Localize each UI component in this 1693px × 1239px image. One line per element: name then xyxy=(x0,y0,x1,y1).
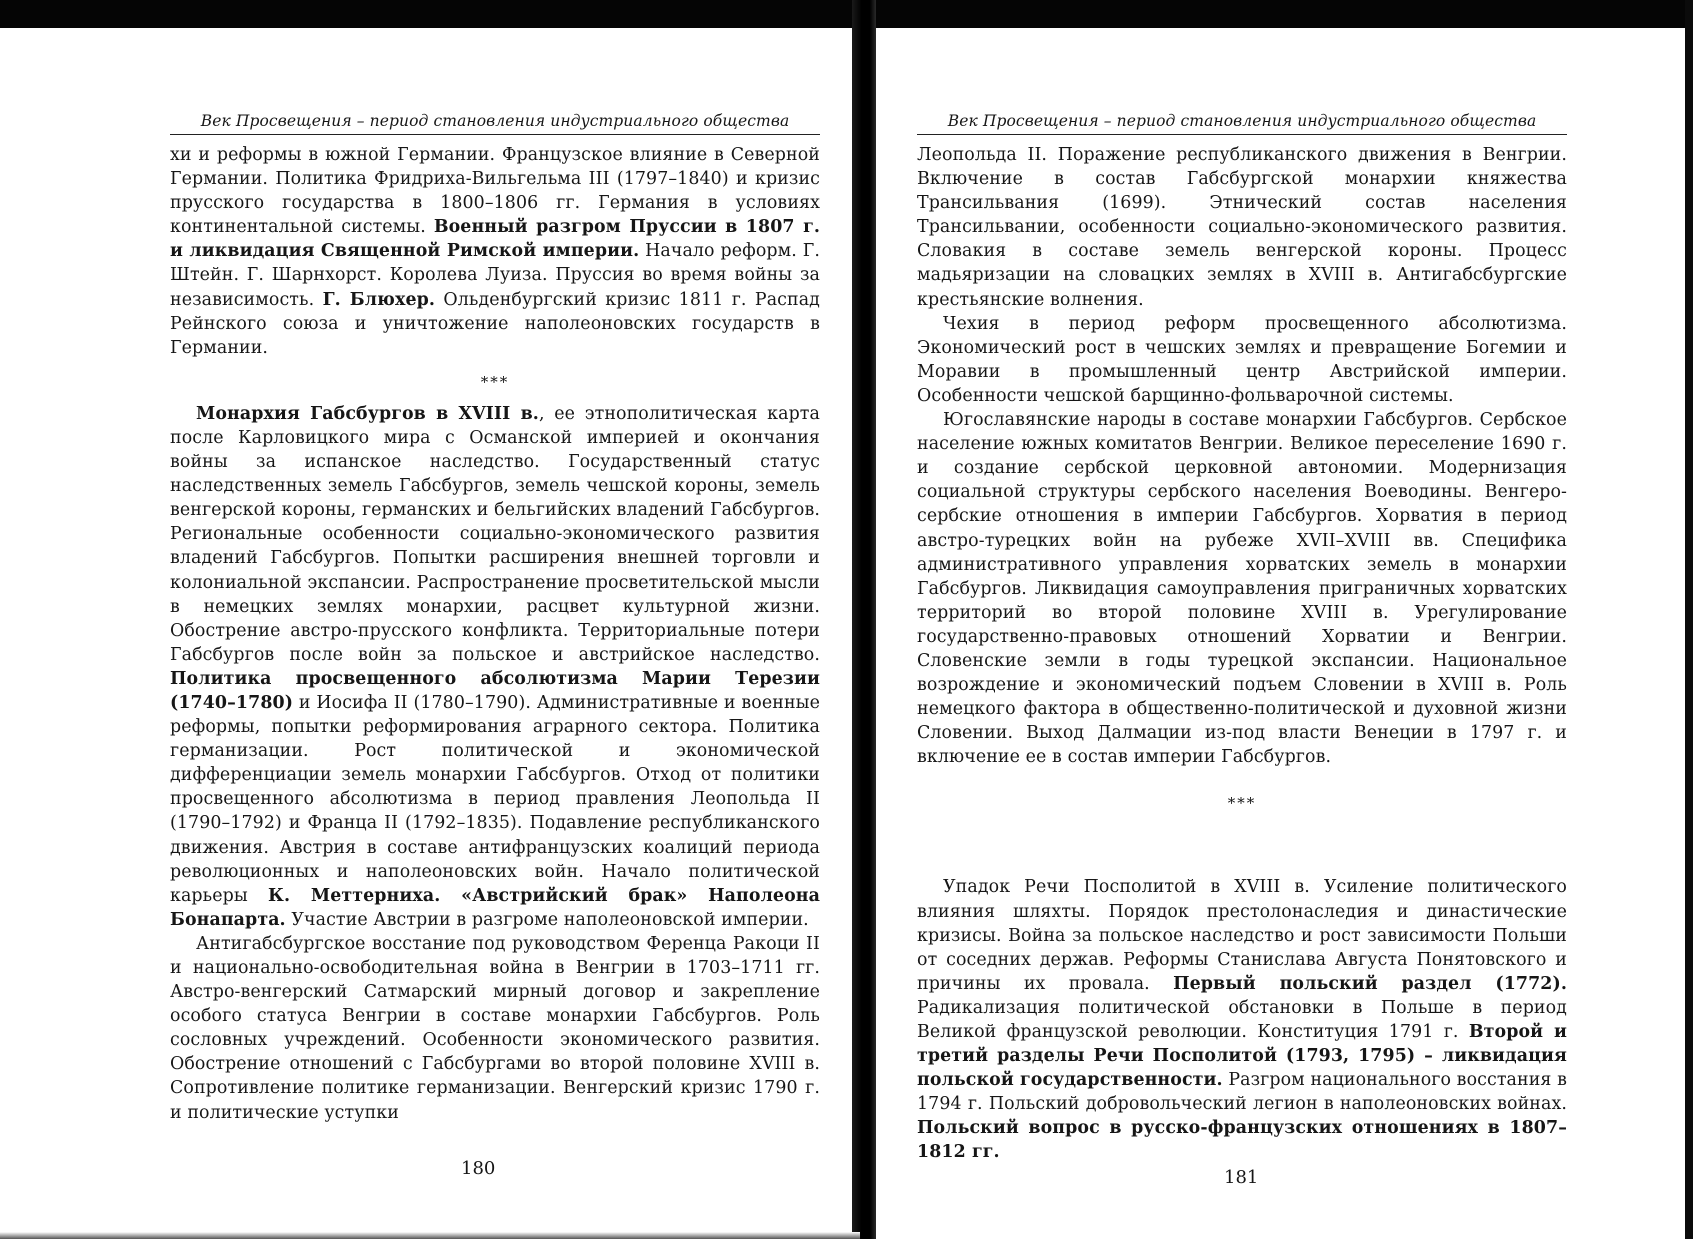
bold-run: К. Меттерниха. «Австрийский брак» Наполеона Бонапарта. xyxy=(170,885,820,930)
paragraph xyxy=(170,143,820,360)
text-run: и Иосифа II (1780–1790). Административные и военные реформы, попытки реформирования аграрного сектора. Политика германизации. Рост политической и экономической дифференциации земель монархии Габсбургов. Отход от политики просвещенного абсолютизма в период правления Леопольда II (1790–1792) и Франца II (1792–1835). Подавление республиканского движения. Австрия в составе антифранцузских коалиций периода революционных и наполеоновских войн. Начало политической карьеры xyxy=(170,692,820,906)
text-run: , ее этнополитическая карта после Карловицкого мира с Османской империей и окончания войны за испанское наследство. Государственный статус наследственных земель Габсбургов, земель чешской короны, земель венгерской короны, германских и бельгийских владений Габсбургов. Региональные особенности социально-экономического развития владений Габсбургов. Попытки расширения внешней торговли и колониальной экспансии. Распространение просветительской мысли в немецких землях монархии, расцвет культурной жизни. Обострение австро-прусского конфликта. Территориальные потери Габсбургов после войн за польское и австрийское наследство. xyxy=(170,403,820,665)
section-separator: *** xyxy=(480,372,510,391)
page-body xyxy=(170,143,820,1125)
page-number: 180 xyxy=(461,1158,496,1179)
book-spine-shadow xyxy=(852,0,876,1239)
paragraph: Антигабсбургское восстание под руководством Ференца Ракоци II и национально-освободительная война в Венгрии в 1703–1711 гг. Австро-венгерский Сатмарский мирный договор и закрепление особого статуса Венгрии в составе монархии Габсбургов. Роль сословных учреждений. Особенности экономического развития. Обострение отношений с Габсбургами во второй половине XVIII в. Сопротивление политике германизации. Венгерский кризис 1790 г. и политические уступки xyxy=(170,933,820,1123)
text-run: Разгром национального восстания в 1794 г. Польский добровольческий легион в наполеоновских войнах. xyxy=(917,1070,1567,1115)
bold-run: Военный разгром Пруссии в 1807 г. и ликвидация Священной Римской империи. xyxy=(170,217,820,262)
bold-run: Второй и третий разделы Речи Посполитой (1793, 1795) – ликвидация польской государственности. xyxy=(917,1022,1567,1091)
paragraph: Чехия в период реформ просвещенного абсолютизма. Экономический рост в чешских землях и превращение Богемии и Моравии в промышленный центр Австрийской империи. Особенности чешской барщинно-фольварочной системы. xyxy=(917,313,1567,406)
section-separator: *** xyxy=(1227,794,1257,813)
page-body xyxy=(917,143,1567,1165)
paragraph: Леопольда II. Поражение республиканского движения в Венгрии. Включение в состав Габсбургской монархии княжества Трансильвания (1699). Этнический состав населения Трансильвании, особенности социально-экономического развития. Словакия в составе земель венгерской короны. Процесс мадьяризации на словацких землях в XVIII в. Антигабсбургские крестьянские волнения. xyxy=(917,145,1567,310)
scan-bottom-shadow xyxy=(0,1232,860,1239)
bold-run: Первый польский раздел (1772). xyxy=(1173,973,1567,994)
right-page xyxy=(917,110,1567,1165)
paragraph xyxy=(917,875,1567,1164)
text-run: Ольденбургский кризис 1811 г. Распад Рейнского союза и уничтожение наполеоновских государств в Германии. xyxy=(170,289,820,358)
text-run: Начало реформ. Г. Штейн. Г. Шарнхорст. Королева Луиза. Пруссия во время войны за независимость. xyxy=(170,241,820,310)
paragraph xyxy=(170,402,820,932)
bold-run: Политика просвещенного абсолютизма Марии Терезии (1740–1780) xyxy=(170,668,820,713)
running-head: Век Просвещения – период становления индустриального общества xyxy=(917,110,1567,135)
scan-right-border xyxy=(1685,0,1693,1239)
scan-top-border xyxy=(0,0,1693,28)
running-head: Век Просвещения – период становления индустриального общества xyxy=(170,110,820,135)
bold-run: Г. Блюхер. xyxy=(322,289,436,310)
text-run: хи и реформы в южной Германии. Французское влияние в Северной Германии. Политика Фридриха-Вильгельма III (1797–1840) и кризис прусского государства в 1800–1806 гг. Германия в условиях континентальной системы. xyxy=(170,145,820,238)
paragraph: Югославянские народы в составе монархии Габсбургов. Сербское население южных комитатов Венгрии. Великое переселение 1690 г. и создание сербской церковной автономии. Модернизация социальной структуры сербского населения Воеводины. Венгеро-сербские отношения в империи Габсбургов. Хорватия в период австро-турецких войн на рубеже XVII–XVIII вв. Специфика административного управления хорватских земель в монархии Габсбургов. Ликвидация самоуправления приграничных хорватских территорий во второй половине XVIII в. Урегулирование государственно-правовых отношений Хорватии и Венгрии. Словенские земли в годы турецкой экспансии. Национальное возрождение и экономический подъем Словении в XVIII в. Роль немецкого фактора в общественно-политической и духовной жизни Словении. Выход Далмации из-под власти Венеции в 1797 г. и включение ее в состав империи Габсбургов. xyxy=(917,410,1567,768)
left-page xyxy=(170,110,820,1125)
bold-run: Польский вопрос в русско-французских отношениях в 1807–1812 гг. xyxy=(917,1118,1567,1163)
text-run: Радикализация политической обстановки в Польше в период Великой французской революции. Конституция 1791 г. xyxy=(917,997,1567,1042)
bold-run: Монархия Габсбургов в XVIII в. xyxy=(196,403,539,424)
page-number: 181 xyxy=(1224,1167,1259,1188)
text-run: Участие Австрии в разгроме наполеоновской империи. xyxy=(285,909,809,930)
text-run: Упадок Речи Посполитой в XVIII в. Усиление политического влияния шляхты. Порядок престолонаследия и династические кризисы. Война за польское наследство и рост зависимости Польши от соседних держав. Реформы Станислава Августа Понятовского и причины их провала. xyxy=(917,877,1567,994)
